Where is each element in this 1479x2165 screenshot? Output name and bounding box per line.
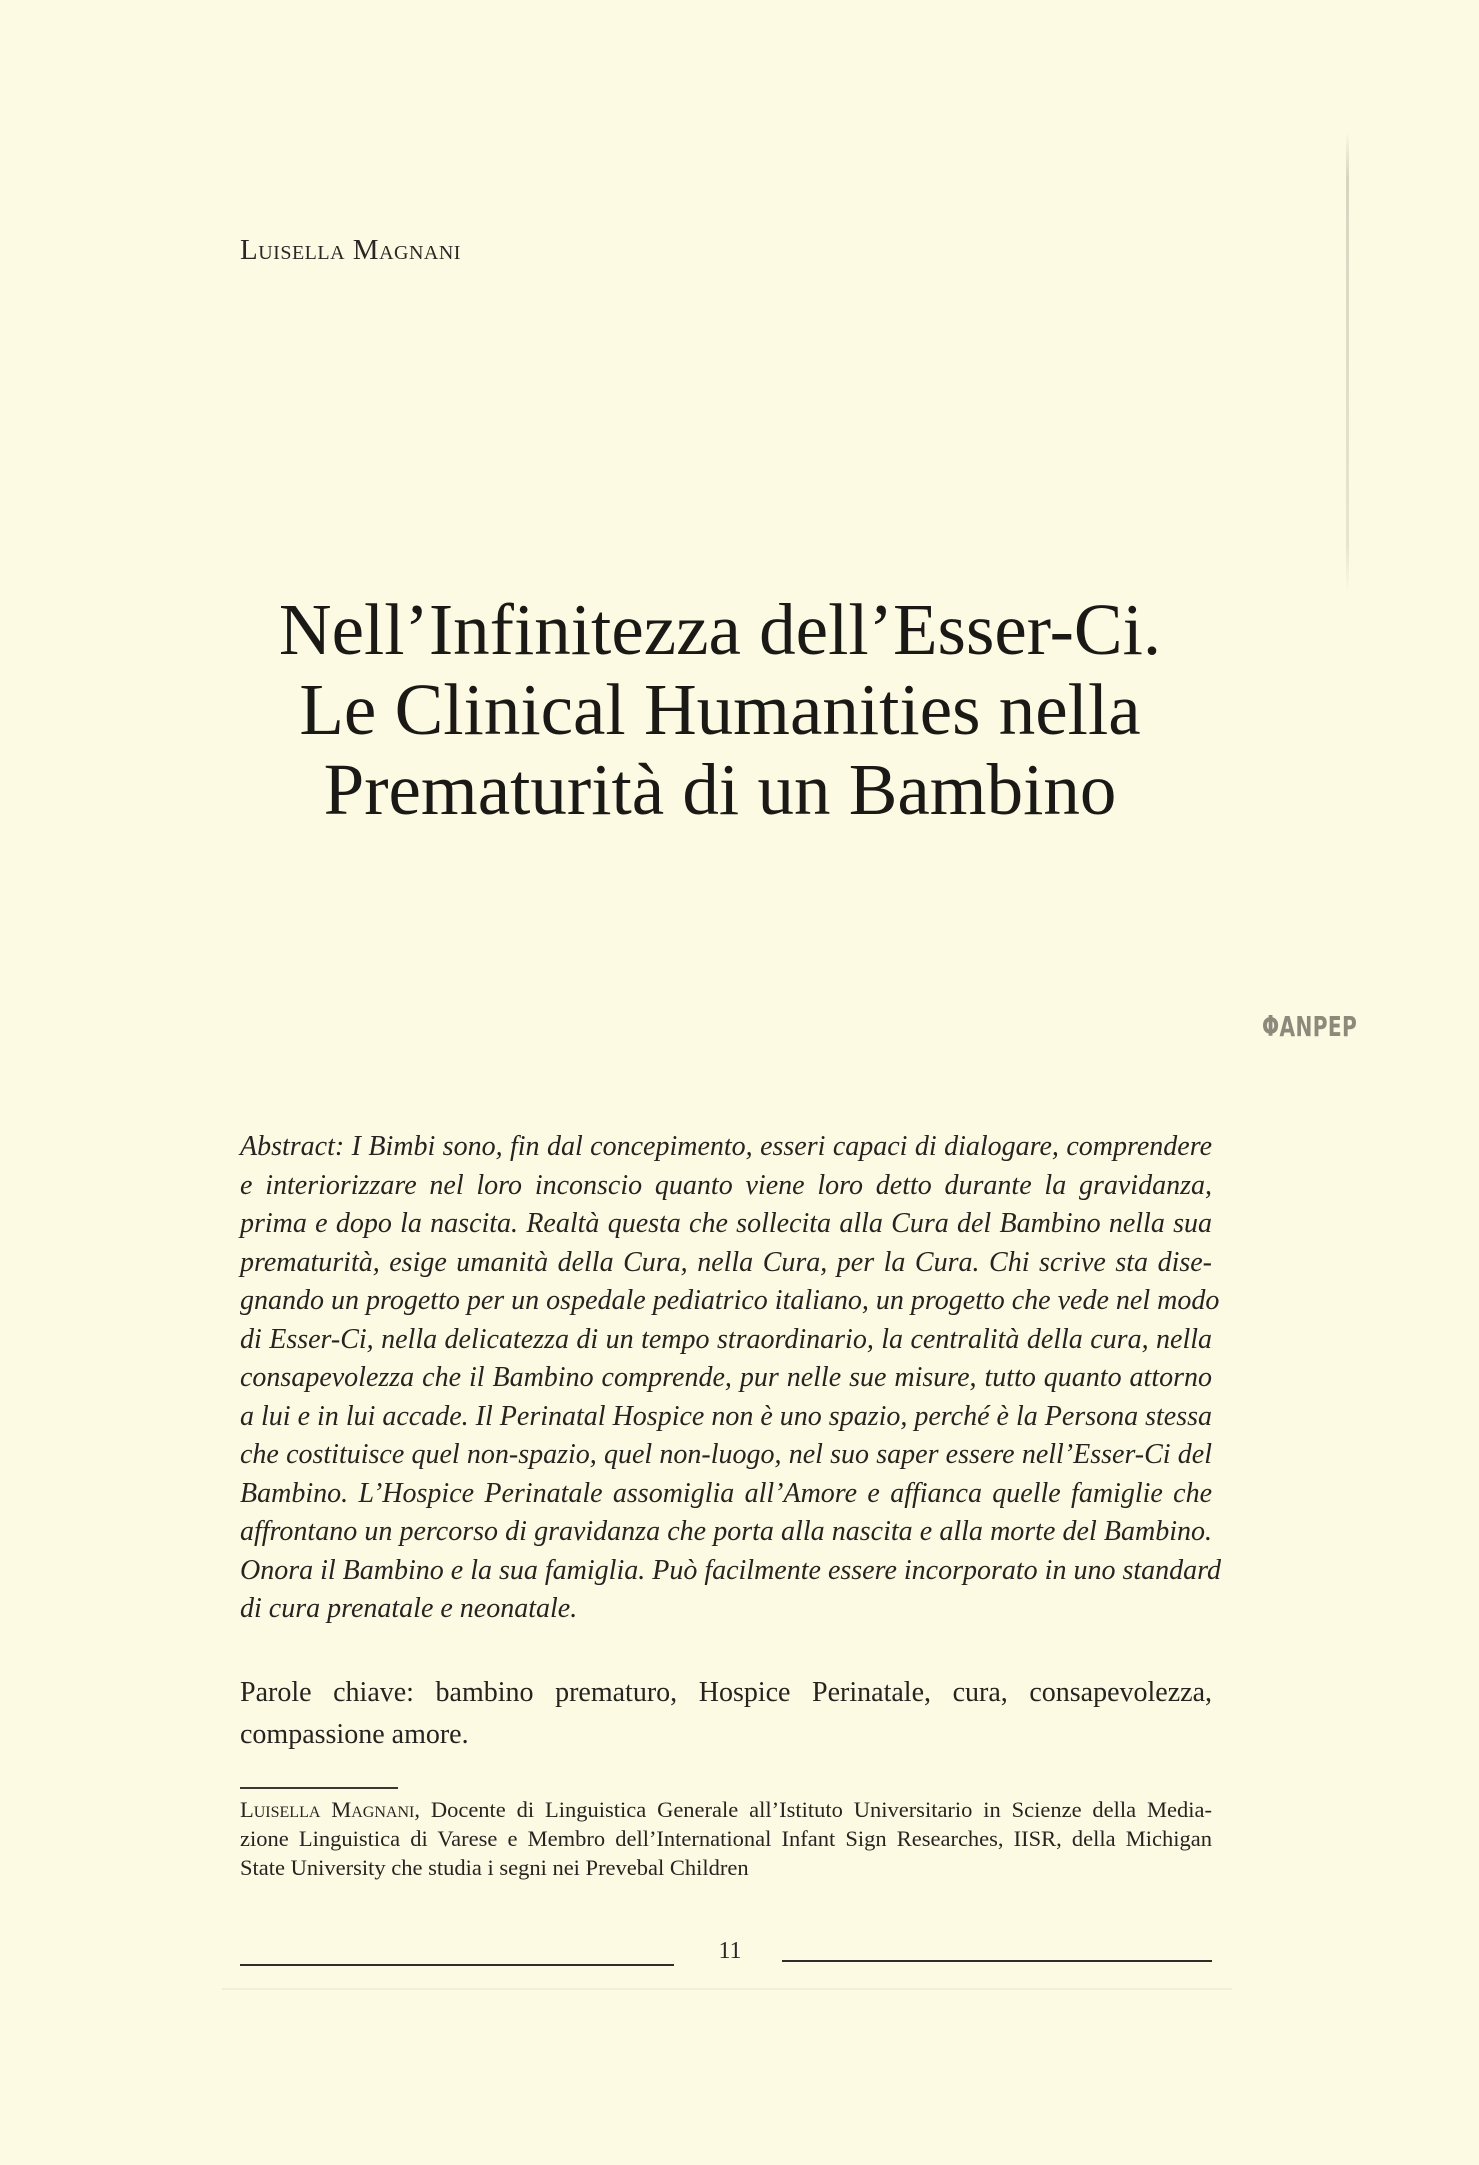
- anpep-logo: [1262, 1010, 1357, 1043]
- keywords-line: Parole chiave: bambino prematuro, Hospice Perinatale, cura, consapevolezza,: [240, 1677, 1212, 1708]
- abstract: [240, 1128, 1221, 1629]
- abstract-line: Onora il Bambino e la sua famiglia. Può facilmente essere incorporato in uno standard: [240, 1554, 1221, 1586]
- logo-text: ANPEP: [1279, 1010, 1358, 1043]
- abstract-line: Abstract: I Bimbi sono, fin dal concepimento, esseri capaci di dialogare, comprendere: [240, 1131, 1212, 1162]
- footnote-author-name: Luisella Magnani: [240, 1797, 415, 1822]
- footnote: [240, 1795, 1212, 1882]
- author-name: Luisella Magnani: [240, 234, 461, 266]
- scan-edge-line: [1346, 132, 1349, 592]
- scan-shadow: [222, 1988, 1232, 1990]
- footnote-line: zione Linguistica di Varese e Membro dell’International Infant Sign Researches, IISR, della Michigan: [240, 1826, 1212, 1851]
- phi-icon: Φ: [1262, 1010, 1280, 1043]
- abstract-line: consapevolezza che il Bambino comprende, pur nelle sue misure, tutto quanto attorno: [240, 1362, 1212, 1393]
- abstract-line: a lui e in lui accade. Il Perinatal Hospice non è uno spazio, perché è la Persona stessa: [240, 1400, 1212, 1432]
- abstract-line: affrontano un percorso di gravidanza che porta alla nascita e alla morte del Bambino.: [240, 1516, 1212, 1547]
- page-number: 11: [718, 1938, 742, 1964]
- abstract-line: e interiorizzare nel loro inconscio quanto viene loro detto durante la gravidanza,: [240, 1169, 1212, 1201]
- title-line-2: Le Clinical Humanities nella: [299, 669, 1141, 750]
- abstract-line: Bambino. L’Hospice Perinatale assomiglia all’Amore e affianca quelle famiglie che: [240, 1477, 1212, 1509]
- article-title: [200, 590, 1240, 830]
- abstract-line: prima e dopo la nascita. Realtà questa che sollecita alla Cura del Bambino nella sua: [240, 1208, 1212, 1239]
- title-line-3: Prematurità di un Bambino: [323, 749, 1117, 830]
- footnote-separator: [240, 1787, 398, 1789]
- footnote-line: [240, 1795, 1212, 1824]
- abstract-line: di Esser-Ci, nella delicatezza di un tempo straordinario, la centralità della cura, nella: [240, 1323, 1212, 1355]
- abstract-line: di cura prenatale e neonatale.: [240, 1593, 578, 1624]
- footnote-text: , Docente di Linguistica Generale all’Istituto Universitario in Scienze della Media-: [414, 1797, 1212, 1822]
- abstract-line: gnando un progetto per un ospedale pediatrico italiano, un progetto che vede nel modo: [240, 1285, 1220, 1316]
- keywords-line: compassione amore.: [240, 1719, 469, 1750]
- footer-rule-left: [240, 1964, 674, 1966]
- footnote-line: State University che studia i segni nei Prevebal Children: [240, 1855, 749, 1880]
- title-line-1: Nell’Infinitezza dell’Esser-Ci.: [278, 589, 1162, 670]
- abstract-line: che costituisce quel non-spazio, quel non-luogo, nel suo saper essere nell’Esser-Ci del: [240, 1439, 1212, 1470]
- keywords: [240, 1672, 1212, 1756]
- abstract-line: prematurità, esige umanità della Cura, nella Cura, per la Cura. Chi scrive sta dise-: [240, 1246, 1212, 1278]
- footer-rule-right: [782, 1960, 1212, 1962]
